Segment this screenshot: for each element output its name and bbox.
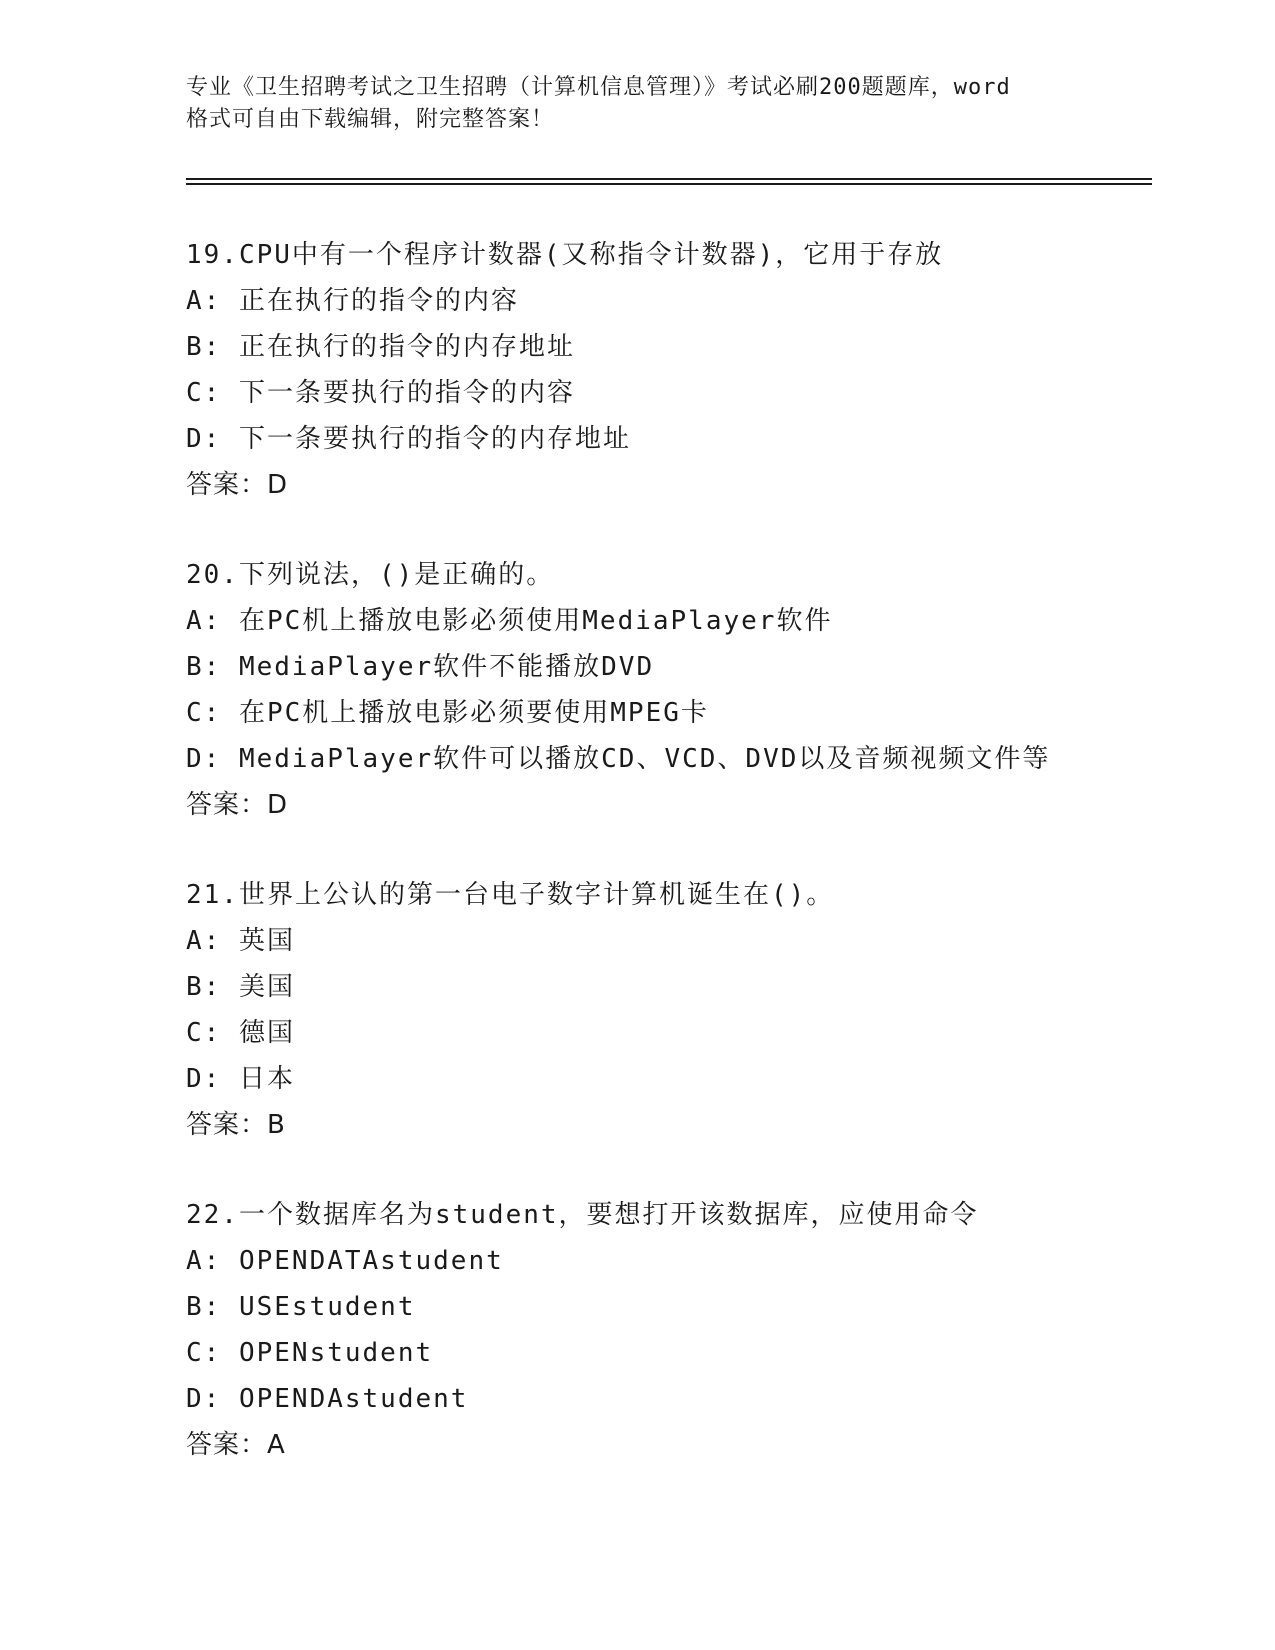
option-d: D: MediaPlayer软件可以播放CD、VCD、DVD以及音频视频文件等 (186, 744, 1051, 774)
answer: 答案：D (186, 790, 289, 820)
document-header (186, 72, 1086, 136)
option-a: A: 英国 (186, 926, 295, 956)
question-title: 20.下列说法，()是正确的。 (186, 560, 555, 590)
option-a: A: 在PC机上播放电影必须使用MediaPlayer软件 (186, 606, 833, 636)
option-a: A: 正在执行的指令的内容 (186, 286, 519, 316)
question-21 (186, 872, 1146, 1148)
answer: 答案：B (186, 1110, 286, 1140)
option-d: D: 下一条要执行的指令的内存地址 (186, 424, 631, 454)
question-title: 21.世界上公认的第一台电子数字计算机诞生在()。 (186, 880, 835, 910)
question-title: 22.一个数据库名为student，要想打开该数据库，应使用命令 (186, 1200, 979, 1230)
option-d: D: OPENDAstudent (186, 1384, 469, 1414)
option-b: B: USEstudent (186, 1292, 416, 1322)
option-b: B: MediaPlayer软件不能播放DVD (186, 652, 655, 682)
answer: 答案：D (186, 470, 289, 500)
option-d: D: 日本 (186, 1064, 295, 1094)
option-c: C: 下一条要执行的指令的内容 (186, 378, 575, 408)
option-b: B: 美国 (186, 972, 295, 1002)
header-rule-bottom (186, 183, 1152, 185)
header-line-1: 专业《卫生招聘考试之卫生招聘（计算机信息管理）》考试必刷200题题库，word (186, 75, 1011, 100)
option-a: A: OPENDATAstudent (186, 1246, 504, 1276)
question-19 (186, 232, 1146, 508)
question-20 (186, 552, 1146, 828)
answer: 答案：A (186, 1430, 286, 1460)
question-list (186, 232, 1146, 1512)
header-line-2: 格式可自由下载编辑，附完整答案！ (186, 107, 555, 132)
question-title: 19.CPU中有一个程序计数器(又称指令计数器)，它用于存放 (186, 240, 944, 270)
header-rule-top (186, 178, 1152, 180)
option-c: C: OPENstudent (186, 1338, 434, 1368)
option-c: C: 在PC机上播放电影必须要使用MPEG卡 (186, 698, 709, 728)
option-c: C: 德国 (186, 1018, 295, 1048)
option-b: B: 正在执行的指令的内存地址 (186, 332, 575, 362)
question-22 (186, 1192, 1146, 1468)
